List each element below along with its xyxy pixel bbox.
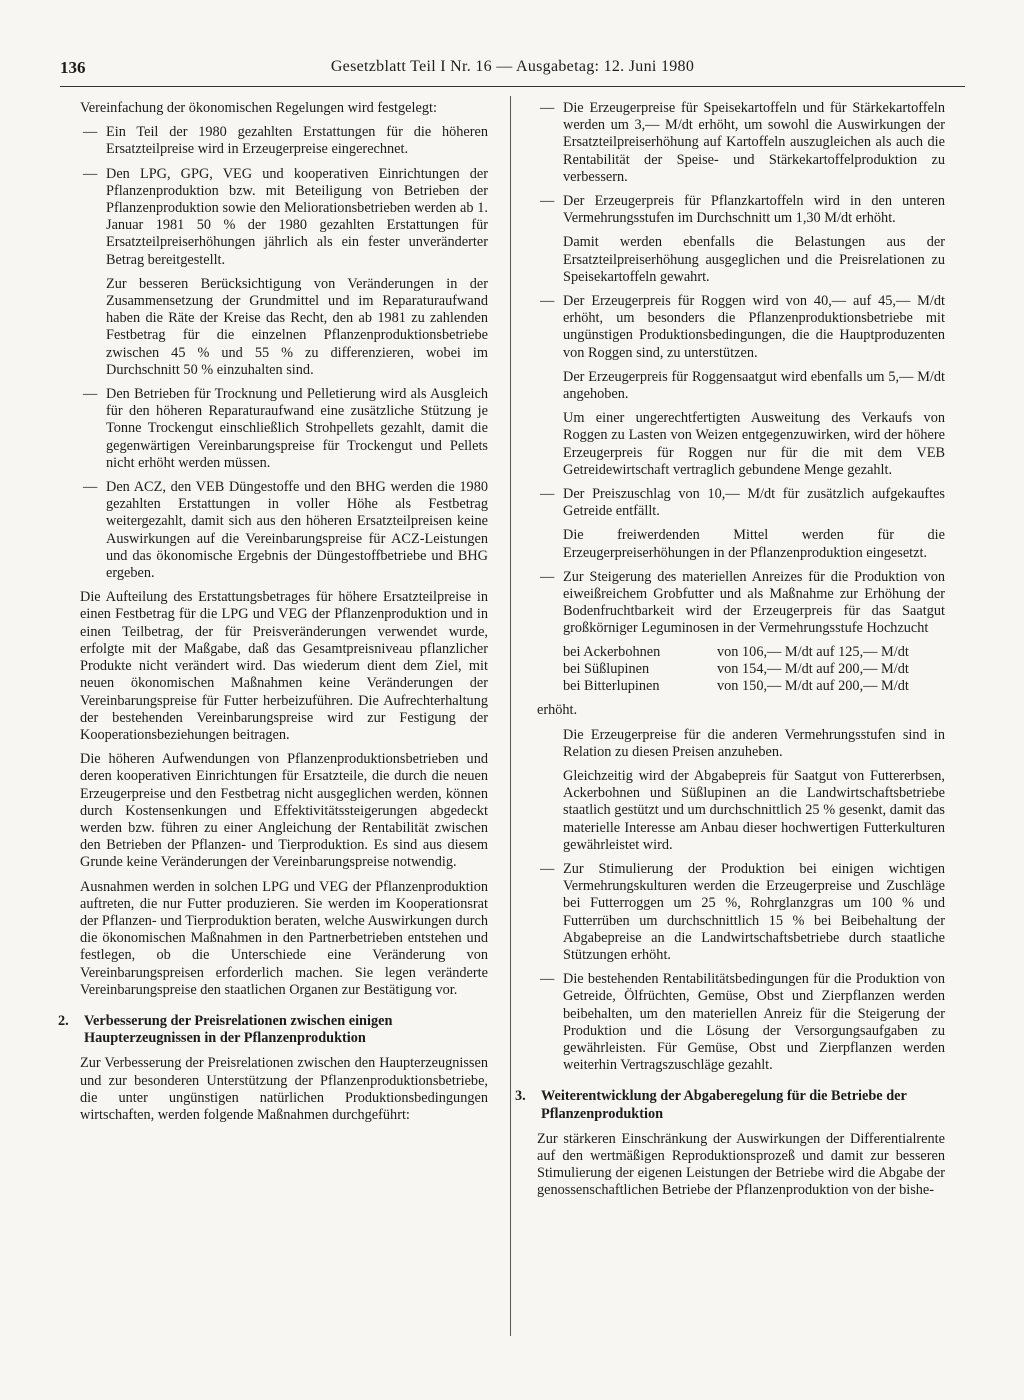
item-paragraph: Gleichzeitig wird der Abgabepreis für Saatgut von Futtererbsen, Ackerbohnen und Süßlupinen an die Landwirtschaftsbetriebe staatlich gestützt und um durchschnittlich 25 % gesenkt, damit das materielle Interesse am Anbau dieser hochwertigen Futterkulturen gewährleistet wird. bbox=[563, 767, 945, 853]
list-item bbox=[537, 100, 945, 186]
price-row-value: von 150,— M/dt auf 200,— M/dt bbox=[717, 678, 909, 695]
item-paragraph: Ein Teil der 1980 gezahlten Erstattungen für die höheren Ersatzteilpreise wird in Erzeugerpreise eingerechnet. bbox=[106, 124, 488, 158]
dash-bullet: — bbox=[83, 165, 98, 182]
item-paragraph: Der Erzeugerpreis für Roggen wird von 40,— auf 45,— M/dt erhöht, um besonders die Pflanzenproduktionsbetriebe mit ungünstigen Produktionsbedingungen, die die Hauptproduzenten von Roggen sind, zu unterstützen. bbox=[563, 293, 945, 361]
price-row bbox=[563, 678, 945, 695]
section-heading bbox=[515, 1088, 945, 1122]
body-paragraph: Die höheren Aufwendungen von Pflanzenproduktionsbetrieben und deren kooperativen Einrichtungen für Ersatzteile, die durch die neuen Erzeugerpreise und den Festbetrag nicht ausgeglichen werden, können durch Kostensenkungen und Effektivitätssteigerungen abgedeckt werden bzw. führen zu einer Angleichung der Rentabilität zwischen den Betrieben der Pflanzen- und Tierproduktion. Es sind aus diesem Grunde keine Veränderungen der Vereinbarungspreise notwendig. bbox=[80, 751, 488, 871]
price-row-label: bei Bitterlupinen bbox=[563, 678, 660, 695]
list-item bbox=[537, 486, 945, 562]
item-paragraph: Der Erzeugerpreis für Pflanzkartoffeln wird in den unteren Vermehrungsstufen im Durchschnitt um 1,30 M/dt erhöht. bbox=[563, 193, 945, 227]
item-paragraph: Zur Steigerung des materiellen Anreizes für die Produktion von eiweißreichem Grobfutter und als Maßnahme zur Erhöhung der Bodenfruchtbarkeit wird der Erzeugerpreis für das Saatgut großkörniger Leguminosen in der Vermehrungsstufe Hochzucht bbox=[563, 568, 945, 637]
dash-bullet: — bbox=[540, 293, 555, 310]
body-paragraph: Ausnahmen werden in solchen LPG und VEG der Pflanzenproduktion auftreten, die nur Futter produzieren. Sie werden im Kooperationsrat der Pflanzen- und Tierproduktion beraten, welche Auswirkungen durch die ökonomischen Maßnahmen in den Partnerbetrieben entstehen und festlegen, ob die Unterschiede eine Veränderung von Vereinbarungspreisen erforderlich machen. Sie legen veränderte Vereinbarungspreise den staatlichen Organen zur Bestätigung vor. bbox=[80, 878, 488, 998]
page-number: 136 bbox=[60, 58, 86, 77]
section-number: 3. bbox=[515, 1088, 526, 1105]
dash-bullet: — bbox=[540, 193, 555, 210]
intro-text: Vereinfachung der ökonomischen Regelungen wird festgelegt: bbox=[80, 100, 437, 116]
price-table bbox=[563, 644, 945, 696]
section-number: 2. bbox=[58, 1012, 69, 1029]
item-paragraph: Der Erzeugerpreis für Roggensaatgut wird ebenfalls um 5,— M/dt angehoben. bbox=[563, 368, 945, 403]
dash-bullet: — bbox=[83, 386, 98, 403]
dash-bullet: — bbox=[83, 124, 98, 141]
item-paragraph: Damit werden ebenfalls die Belastungen aus der Ersatzteilpreiserhöhung ausgeglichen und die Preisrelationen zu Speisekartoffeln gewahrt. bbox=[563, 234, 945, 285]
section-heading bbox=[58, 1013, 488, 1047]
dash-bullet: — bbox=[540, 486, 555, 503]
list-item bbox=[80, 386, 488, 472]
item-paragraph: Zur besseren Berücksichtigung von Veränderungen in der Zusammensetzung der Grundmittel und im Reparaturaufwand haben die Räte der Kreise das Recht, den ab 1981 zu zahlenden Festbetrag für die einzelnen Pflanzenproduktionsbetriebe zwischen 45 % und 55 % zu differenzieren, wobei im Durchschnitt 50 % einzuhalten sind. bbox=[106, 275, 488, 378]
dash-bullet: — bbox=[83, 479, 98, 496]
price-row-label: bei Ackerbohnen bbox=[563, 643, 661, 660]
page-header bbox=[60, 58, 965, 87]
item-paragraph: Die Erzeugerpreise für die anderen Vermehrungsstufen sind in Relation zu diesen Preisen anzuheben. bbox=[563, 726, 945, 760]
column-divider bbox=[510, 96, 511, 1336]
list-item bbox=[537, 971, 945, 1074]
item-paragraph: Die bestehenden Rentabilitätsbedingungen für die Produktion von Getreide, Ölfrüchten, Gemüse, Obst und Zierpflanzen werden beibehalten, um den materiellen Anreiz für die Steigerung der Produktion und die Lösung der Versorgungsaufgaben zu gewährleisten. Für Gemüse, Obst und Zierpflanzen werden weiterhin Vertragszuschläge gezahlt. bbox=[563, 971, 945, 1074]
list-item bbox=[537, 293, 945, 479]
price-row-label: bei Süßlupinen bbox=[563, 660, 650, 677]
item-paragraph: Um einer ungerechtfertigten Ausweitung des Verkaufs von Roggen zu Lasten von Weizen entgegenzuwirken, wird der höhere Erzeugerpreis für Roggen nur für die mit dem VEB Getreidewirtschaft vertraglich gebundene Menge gezahlt. bbox=[563, 410, 945, 478]
price-row bbox=[563, 661, 945, 678]
leguminosen-continuation bbox=[537, 727, 945, 854]
body-paragraph: Die Aufteilung des Erstattungsbetrages für höhere Ersatzteilpreise in einen Festbetrag für die LPG und VEG der Pflanzenproduktion und in einen Teilbetrag, der für Preisveränderungen verwendet wurde, erfolgte mit der Maßgabe, daß das Gesamtpreisniveau pflanzlicher Produkte nicht verändert wird. Das wiederum dient dem Ziel, mit neuen ökonomischen Maßnahmen keine Veränderungen der Vereinbarungspreise für Futter herbeizuführen. Die Aufrechterhaltung der bestehenden Vereinbarungspreise wird zur Festigung der Kooperationsbeziehungen beitragen. bbox=[80, 589, 488, 743]
left-column bbox=[58, 100, 488, 1131]
list-item bbox=[537, 861, 945, 964]
dash-bullet: — bbox=[540, 971, 555, 988]
right-column bbox=[515, 100, 945, 1207]
price-row-value: von 106,— M/dt auf 125,— M/dt bbox=[717, 643, 909, 660]
item-paragraph: Den ACZ, den VEB Düngestoffe und den BHG werden die 1980 gezahlten Erstattungen in voller Höhe als Festbetrag weitergezahlt, damit sich aus den höheren Ersatzteilpreisen keine Auswirkungen auf die Vereinbarungspreise für ACZ-Leistungen und das ökonomische Ergebnis der Düngestoffbetriebe und BHG ergeben. bbox=[106, 479, 488, 582]
list-item bbox=[80, 479, 488, 582]
dash-bullet: — bbox=[540, 860, 555, 877]
dash-bullet: — bbox=[540, 568, 555, 585]
item-paragraph: Den LPG, GPG, VEG und kooperativen Einrichtungen der Pflanzenproduktion bzw. mit Beteiligung von Betrieben der Pflanzenproduktion sowie den Meliorationsbetrieben werden ab 1. Januar 1981 50 % der 1980 gezahlten Erstattungen für Ersatzteilpreiserhöhungen jährlich als ein fester unveränderter Betrag bereitgestellt. bbox=[106, 165, 488, 268]
list-item bbox=[537, 193, 945, 286]
item-paragraph: Zur Stimulierung der Produktion bei einigen wichtigen Vermehrungskulturen werden die Erzeugerpreise und Zuschläge bei Futterroggen um 25 %, Rohrglanzgras um 100 % und Futterrüben um durchschnittlich 15 % bei Beibehaltung der Abgabepreise an die Landwirtschaftsbetriebe durch staatliche Stützungen erhöht. bbox=[563, 860, 945, 963]
item-paragraph: Den Betrieben für Trocknung und Pelletierung wird als Ausgleich für den höheren Reparaturaufwand eine zusätzliche Stützung je Tonne Trockengut einschließlich Strohpellets gezahlt, damit die gegenwärtigen Vereinbarungspreise für Trockengut und Pellets nicht erhöht werden müssen. bbox=[106, 386, 488, 471]
section-title: Verbesserung der Preisrelationen zwischen einigen Haupterzeugnissen in der Pflanzenproduktion bbox=[84, 1012, 393, 1047]
section-text: Zur Verbesserung der Preisrelationen zwischen den Haupterzeugnissen und zur besonderen Unterstützung der Pflanzenproduktionsbetriebe, die unter ungünstigen natürlichen Produktionsbedingungen wirtschaften, werden folgende Maßnahmen durchgeführt: bbox=[80, 1055, 488, 1123]
dash-bullet: — bbox=[540, 100, 555, 116]
section-text: Zur stärkeren Einschränkung der Auswirkungen der Differentialrente auf den wertmäßigen Reproduktionsprozeß und damit zur besseren Stimulierung der eigenen Leistungen der Betriebe wird die Abgabe der genossenschaftlichen Betriebe der Pflanzenproduktion von der bishe- bbox=[537, 1130, 945, 1199]
list-item bbox=[80, 166, 488, 379]
item-paragraph: Die freiwerdenden Mittel werden für die Erzeugerpreiserhöhungen in der Pflanzenproduktion eingesetzt. bbox=[563, 527, 945, 561]
item-paragraph: Der Preiszuschlag von 10,— M/dt für zusätzlich aufgekauftes Getreide entfällt. bbox=[563, 486, 945, 520]
running-title: Gesetzblatt Teil I Nr. 16 — Ausgabetag: 12. Juni 1980 bbox=[330, 58, 695, 75]
price-row bbox=[563, 644, 945, 661]
list-item bbox=[537, 569, 945, 638]
price-row-value: von 154,— M/dt auf 200,— M/dt bbox=[717, 660, 909, 677]
list-item bbox=[80, 124, 488, 158]
rates-closing: erhöht. bbox=[537, 702, 578, 719]
item-paragraph: Die Erzeugerpreise für Speisekartoffeln und für Stärkekartoffeln werden um 3,— M/dt erhöht, um sowohl die Auswirkungen der Ersatzteilpreiserhöhung auf Kartoffeln auszugleichen als auch die Rentabilität der Speise- und Stärkekartoffelproduktion zu verbessern. bbox=[563, 100, 945, 185]
section-title: Weiterentwicklung der Abgaberegelung für die Betriebe der Pflanzenproduktion bbox=[541, 1088, 907, 1122]
